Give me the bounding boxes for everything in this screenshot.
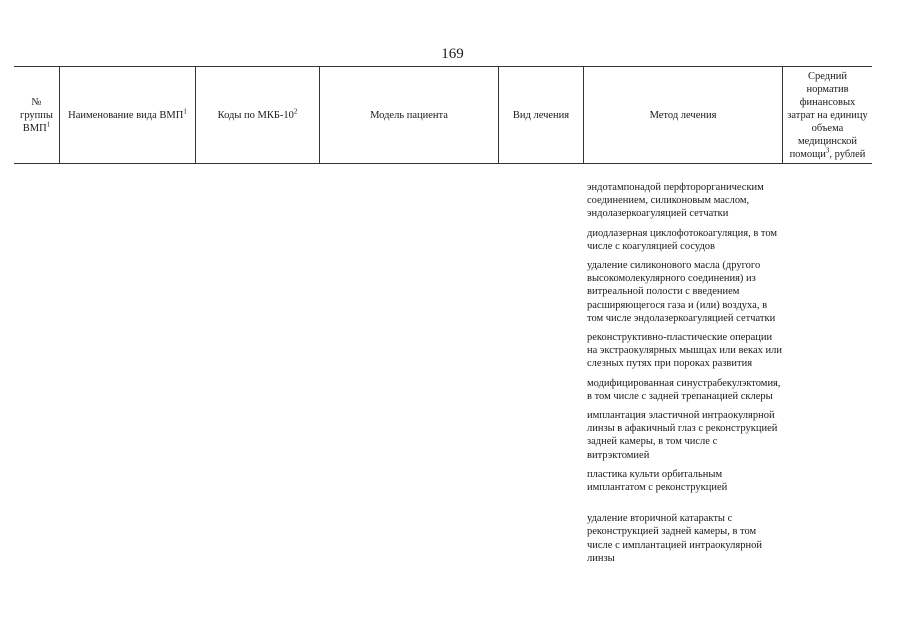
header-treatment-type-label: Вид лечения (512, 109, 570, 121)
header-group-number-label: № группы ВМП (20, 96, 53, 134)
treatment-method-item: пластика культи орбитальным имплантатом с реконструкцией (587, 468, 728, 494)
header-treatment-method-label: Метод лечения (649, 109, 717, 121)
header-patient-model-label: Модель пациента (370, 109, 448, 121)
header-icd-codes-footnote: 2 (293, 107, 298, 115)
header-cell-average-cost (783, 67, 872, 163)
treatment-method-item: имплантация эластичной интраокулярной линзы в афакичный глаз с реконструкцией задней камеры, в том числе с витрэктомией (587, 410, 778, 461)
treatment-method-item: реконструктивно-пластические операции на экстраокулярных мышцах или веках или слезных путях при пороках развития (587, 332, 782, 370)
header-vmp-name-label: Наименование вида ВМП (68, 109, 184, 121)
treatment-method-item: эндотампонадой перфторорганическим соединением, силиконовым маслом, эндолазеркоагуляцией сетчатки (587, 182, 764, 220)
header-icd-codes-label: Коды по МКБ-10 (217, 109, 294, 121)
header-average-cost-unit: , рублей (829, 148, 866, 160)
header-cell-group-number (14, 67, 60, 163)
treatment-method-item: модифицированная синустрабекулэктомия, в том числе с задней трепанацией склеры (587, 377, 781, 402)
treatment-method-item: удаление вторичной катаракты с реконструкцией задней камеры, в том числе с имплантацией интраокулярной линзы (587, 513, 762, 564)
header-cell-vmp-name (60, 67, 196, 163)
header-average-cost-label: Средний норматив финансовых затрат на единицу объема медицинской помощи (787, 70, 868, 160)
header-average-cost-footnote: 3 (825, 146, 830, 154)
table-header (14, 66, 872, 164)
header-vmp-name-footnote: 1 (183, 107, 187, 115)
header-group-number-footnote: 1 (46, 120, 51, 128)
treatment-method-item: диодлазерная циклофотокоагуляция, в том числе с коагуляцией сосудов (587, 227, 778, 252)
page-number: 169 (441, 46, 464, 62)
treatment-method-item: удаление силиконового масла (другого высокомолекулярного соединения) из витреальной полости с введением расширяющегося газа и (или) воздуха, в том числе эндолазеркоагуляцией сетчатки (587, 260, 776, 324)
header-cell-treatment-type (499, 67, 584, 163)
header-cell-treatment-method (584, 67, 783, 163)
header-cell-patient-model (320, 67, 499, 163)
treatment-methods-list (587, 181, 782, 571)
header-cell-icd-codes (196, 67, 320, 163)
